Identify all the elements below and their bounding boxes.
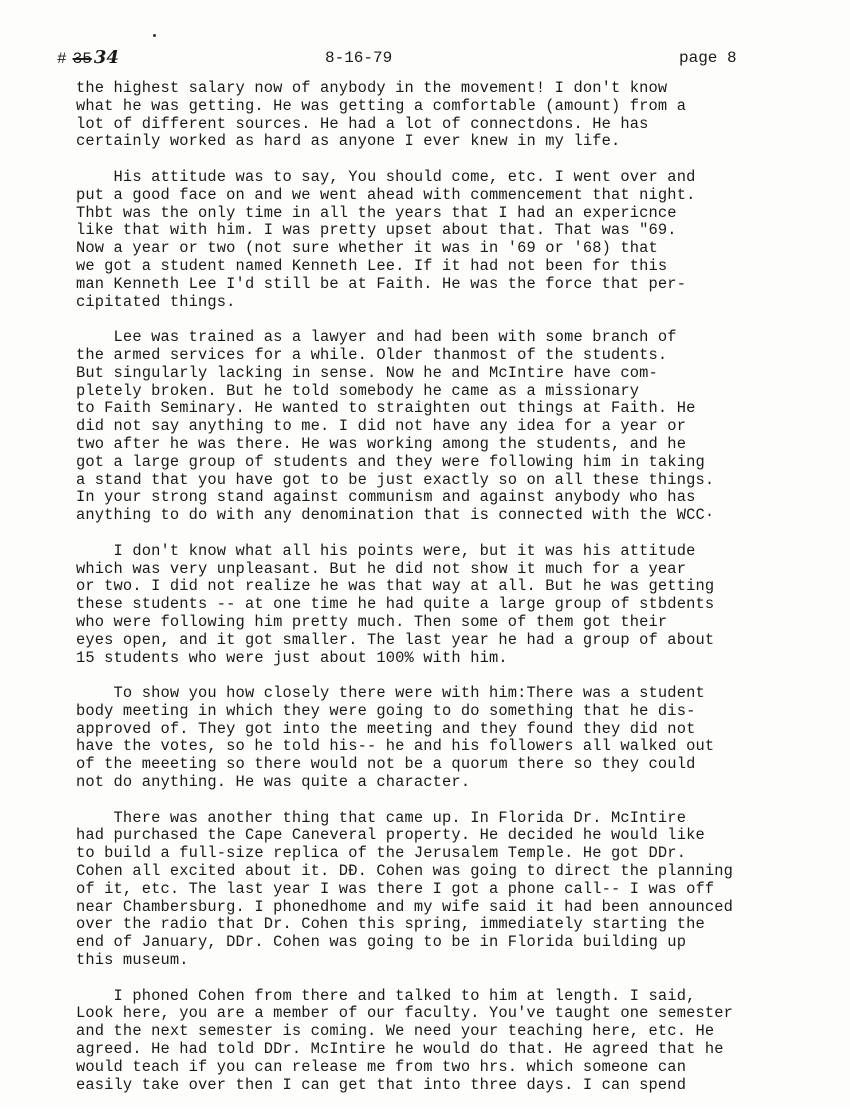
text-line: would teach if you can release me from two hrs. which someone can [76,1057,687,1076]
text-line: Cohen all excited about it. DÐ. Cohen was going to direct the planning [76,862,734,881]
text-line: Now a year or two (not sure whether it was in '69 or '68) that [76,239,658,258]
document-number [57,48,119,69]
text-line: to Faith Seminary. He wanted to straighten out things at Faith. He [76,399,696,418]
text-line: pletely broken. But he told somebody he came as a missionary [76,381,640,400]
paragraph [76,80,816,151]
text-line: a stand that you have got to be just exactly so on all these things. [76,470,715,489]
text-line: what he was getting. He was getting a comfortable (amount) from a [76,96,687,115]
text-line: cipitated things. [76,292,236,311]
paragraph [76,543,816,668]
text-line: approved of. They got into the meeting and they found they did not [76,719,696,738]
text-line: eyes open, and it got smaller. The last year he had a group of about [76,630,715,649]
text-line: who were following him pretty much. Then some of them got their [76,612,668,631]
text-line: In your strong stand against communism and against anybody who has [76,488,696,507]
text-line: over the radio that Dr. Cohen this spring, immediately starting the [76,915,705,934]
text-line: these students -- at one time he had quite a large group of stbdents [76,595,715,614]
text-line: To show you how closely there were with him:There was a student [76,684,705,703]
text-line: near Chambersburg. I phonedhome and my wife said it had been announced [76,897,734,916]
text-line: easily take over then I can get that into three days. I can spend [76,1075,687,1094]
text-line: the highest salary now of anybody in the movement! I don't know [76,79,668,97]
text-line: body meeting in which they were going to do something that he dis- [76,701,696,720]
text-line: of the meeeting so there would not be a quorum there so they could [76,755,696,774]
text-line: did not say anything to me. I did not have any idea for a year or [76,417,687,436]
text-line: I don't know what all his points were, but it was his attitude [76,541,696,560]
ink-dot [153,34,156,37]
text-line: There was another thing that came up. In Florida Dr. McIntire [76,808,687,827]
text-line: like that with him. I was pretty upset about that. That was "69. [76,221,677,240]
text-line: I phoned Cohen from there and talked to him at length. I said, [76,986,696,1005]
text-line: Look here, you are a member of our faculty. You've taught one semester [76,1004,734,1023]
text-line: His attitude was to say, You should come, etc. I went over and [76,167,696,186]
text-line: the armed services for a while. Older thanmost of the students. [76,345,668,364]
text-line: or two. I did not realize he was that way at all. But he was getting [76,577,715,596]
text-line: certainly worked as hard as anyone I ever knew in my life. [76,132,621,151]
text-line: of it, etc. The last year I was there I got a phone call-- I was off [76,879,715,898]
text-line: not do anything. He was quite a character. [76,773,471,792]
text-line: end of January, DDr. Cohen was going to be in Florida building up [76,933,687,952]
text-line: this museum. [76,951,189,970]
paragraph [76,169,816,311]
hash-symbol: # [57,50,67,68]
header-date: 8-16-79 [325,49,393,67]
text-line: to build a full-size replica of the Jerusalem Temple. He got DDr. [76,844,687,863]
text-line: lot of different sources. He had a lot of connectdons. He has [76,114,649,133]
page-header [0,44,850,70]
document-body [76,80,816,1112]
text-line: which was very unpleasant. But he did not show it much for a year [76,559,687,578]
text-line: But singularly lacking in sense. Now he and McIntire have com- [76,363,658,382]
struck-out-number: 35 [72,50,92,68]
text-line: man Kenneth Lee I'd still be at Faith. He was the force that per- [76,274,687,293]
handwritten-number: 34 [93,47,119,68]
text-line: two after he was there. He was working among the students, and he [76,434,687,453]
text-line: 15 students who were just about 100% with him. [76,648,508,667]
paragraph [76,988,816,1095]
text-line: Lee was trained as a lawyer and had been with some branch of [76,328,677,347]
text-line: Thbt was the only time in all the years that I had an expericnce [76,203,677,222]
page-number: page 8 [679,49,737,67]
paragraph [76,329,816,525]
text-line: we got a student named Kenneth Lee. If it had not been for this [76,256,668,275]
paragraph [76,685,816,792]
text-line: put a good face on and we went ahead with commencement that night. [76,185,696,204]
paragraph [76,810,816,970]
text-line: and the next semester is coming. We need your teaching here, etc. He [76,1022,715,1041]
text-line: anything to do with any denomination that is connected with the WCC· [76,506,715,525]
text-line: agreed. He had told DDr. McIntire he would do that. He agreed that he [76,1040,724,1059]
text-line: have the votes, so he told his-- he and his followers all walked out [76,737,715,756]
text-line: had purchased the Cape Caneveral property. He decided he would like [76,826,705,845]
text-line: got a large group of students and they were following him in taking [76,452,705,471]
